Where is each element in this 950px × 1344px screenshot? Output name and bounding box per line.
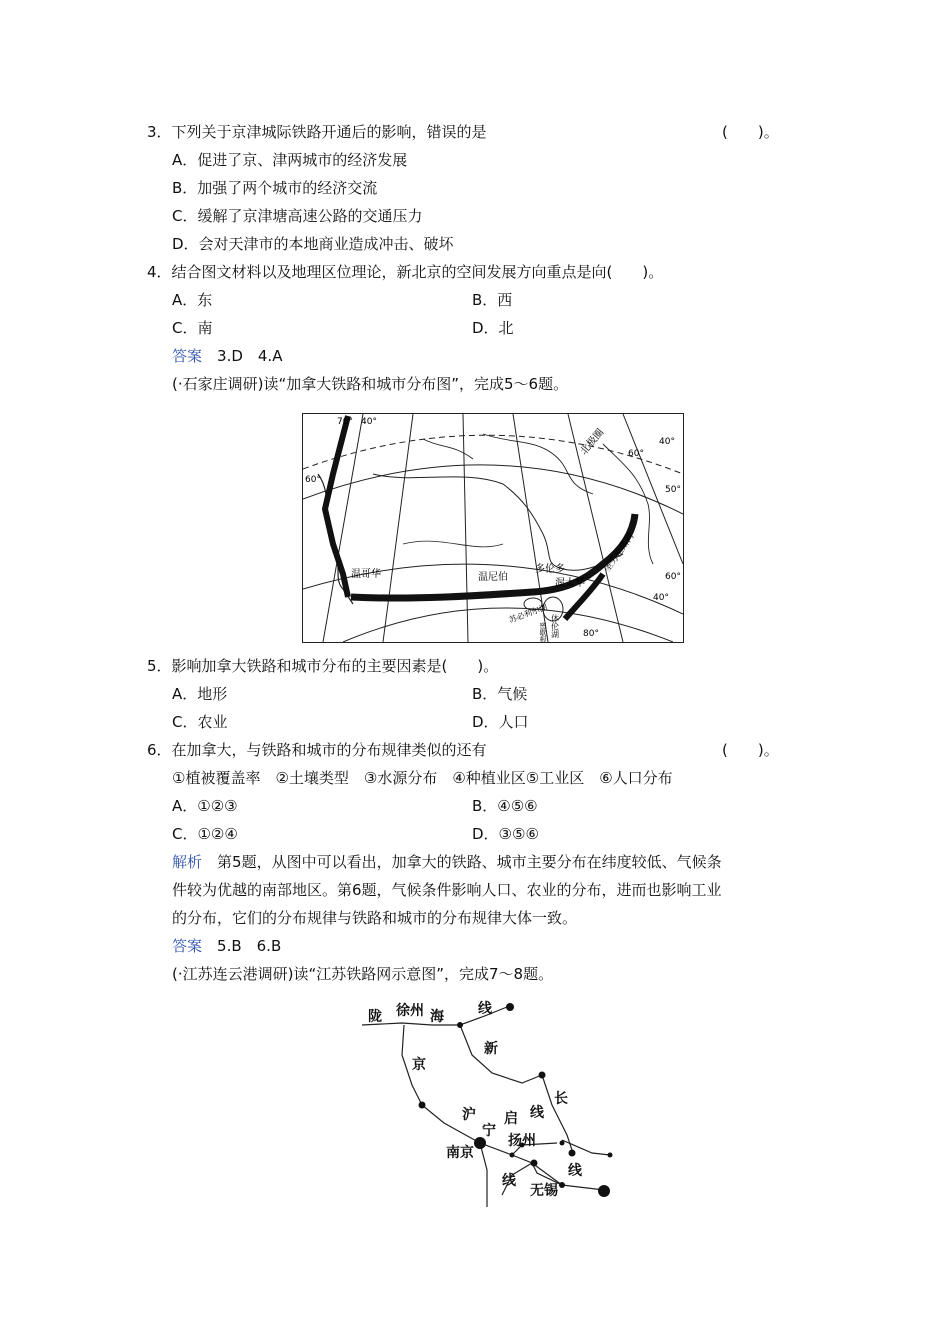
analysis-line-1 (172, 852, 722, 872)
q6-option-c: C．①②④ (172, 825, 238, 843)
city-ottawa: 渥太华 (555, 578, 585, 589)
label-hai: 海 (430, 1009, 444, 1025)
q4-option-c: C．南 (172, 319, 213, 337)
label-jing: 京 (412, 1057, 426, 1073)
q3-stem: 3．下列关于京津城际铁路开通后的影响，错误的是 (147, 123, 487, 141)
lat-label: 80° (583, 629, 599, 639)
label-xian-2: 线 (530, 1105, 544, 1121)
analysis-text-1: 第5题，从图中可以看出，加拿大的铁路、城市主要分布在纬度较低、气候条 (217, 853, 722, 871)
canada-map-svg (303, 414, 683, 642)
label-yangzhou: 扬州 (508, 1133, 536, 1149)
lat-label: 40° (361, 417, 377, 427)
label-hu: 沪 (462, 1107, 476, 1123)
analysis-label: 解析 (172, 853, 203, 871)
label-xian-1: 线 (478, 1001, 492, 1017)
label-chang: 长 (554, 1091, 568, 1107)
answer-text: 5.B 6.B (217, 937, 282, 955)
lat-label: 50° (665, 485, 681, 495)
q4-option-d: D．北 (472, 319, 514, 337)
jiangsu-railway-map (362, 995, 622, 1207)
lat-label: 60° (665, 572, 681, 582)
answer-text: 3.D 4.A (217, 347, 283, 365)
q4-option-a: A．东 (172, 291, 213, 309)
q5-option-a: A．地形 (172, 685, 228, 703)
analysis-line-3: 的分布，它们的分布规律与铁路和城市的分布规律大体一致。 (172, 909, 578, 927)
q5-option-b: B．气候 (472, 685, 528, 703)
q6-paren: ( )。 (722, 741, 779, 759)
label-xian-4: 线 (568, 1163, 582, 1179)
q6-option-d: D．③⑤⑥ (472, 825, 539, 843)
label-ning: 宁 (482, 1123, 496, 1139)
q3-option-c: C．缓解了京津塘高速公路的交通压力 (172, 207, 423, 225)
label-nanjing: 南京 (446, 1145, 474, 1161)
lat-label: 60° (628, 449, 644, 459)
city-winnipeg: 温尼伯 (478, 572, 508, 583)
lake-superior-label: 苏必利尔湖 (507, 602, 549, 625)
lake-huron-label: 休伦湖 (550, 614, 560, 638)
jiangsu-map-svg (362, 995, 622, 1207)
label-long: 陇 (368, 1009, 382, 1025)
q6-items: ①植被覆盖率 ②土壤类型 ③水源分布 ④种植业区⑤工业区 ⑥人口分布 (172, 769, 673, 787)
q3-option-d: D．会对天津市的本地商业造成冲击、破坏 (172, 235, 454, 253)
intro-5-6: (·石家庄调研)读“加拿大铁路和城市分布图”，完成5～6题。 (172, 375, 569, 393)
canada-railway-map (302, 413, 684, 643)
q4-stem: 4．结合图文材料以及地理区位理论，新北京的空间发展方向重点是向( )。 (147, 263, 664, 281)
q3-option-a: A．促进了京、津两城市的经济发展 (172, 151, 408, 169)
analysis-line-2: 件较为优越的南部地区。第6题，气候条件影响人口、农业的分布，进而也影响工业 (172, 881, 722, 899)
label-qi: 启 (504, 1111, 518, 1127)
q5-option-d: D．人口 (472, 713, 529, 731)
q4-option-b: B．西 (472, 291, 513, 309)
q6-stem: 6．在加拿大，与铁路和城市的分布规律类似的还有 (147, 741, 487, 759)
q6-option-a: A．①②③ (172, 797, 238, 815)
lat-label: 60° (305, 475, 321, 485)
lat-label: 40° (659, 437, 675, 447)
label-xian-3: 线 (502, 1173, 516, 1189)
label-wuxi: 无锡 (530, 1183, 558, 1199)
q5-stem: 5．影响加拿大铁路和城市分布的主要因素是( )。 (147, 657, 499, 675)
answer-5-6 (172, 936, 281, 956)
q3-paren: ( )。 (722, 123, 779, 141)
arctic-circle-label: 北极圈 (578, 427, 607, 458)
lat-label: 70° (337, 417, 353, 427)
lat-label: 40° (653, 593, 669, 603)
q6-option-b: B．④⑤⑥ (472, 797, 538, 815)
label-xuzhou: 徐州 (396, 1003, 424, 1019)
lake-michigan-label: 密歇根湖 (539, 622, 547, 642)
city-toronto: 多伦多 (535, 564, 565, 575)
intro-7-8: (·江苏连云港调研)读“江苏铁路网示意图”，完成7～8题。 (172, 965, 554, 983)
answer-3-4 (172, 346, 282, 366)
city-vancouver: 温哥华 (351, 569, 381, 580)
answer-label: 答案 (172, 937, 203, 955)
label-xin: 新 (484, 1041, 498, 1057)
answer-label: 答案 (172, 347, 203, 365)
q3-option-b: B．加强了两个城市的经济交流 (172, 179, 378, 197)
st-lawrence-label: 圣劳伦斯河 (602, 531, 637, 575)
q5-option-c: C．农业 (172, 713, 228, 731)
